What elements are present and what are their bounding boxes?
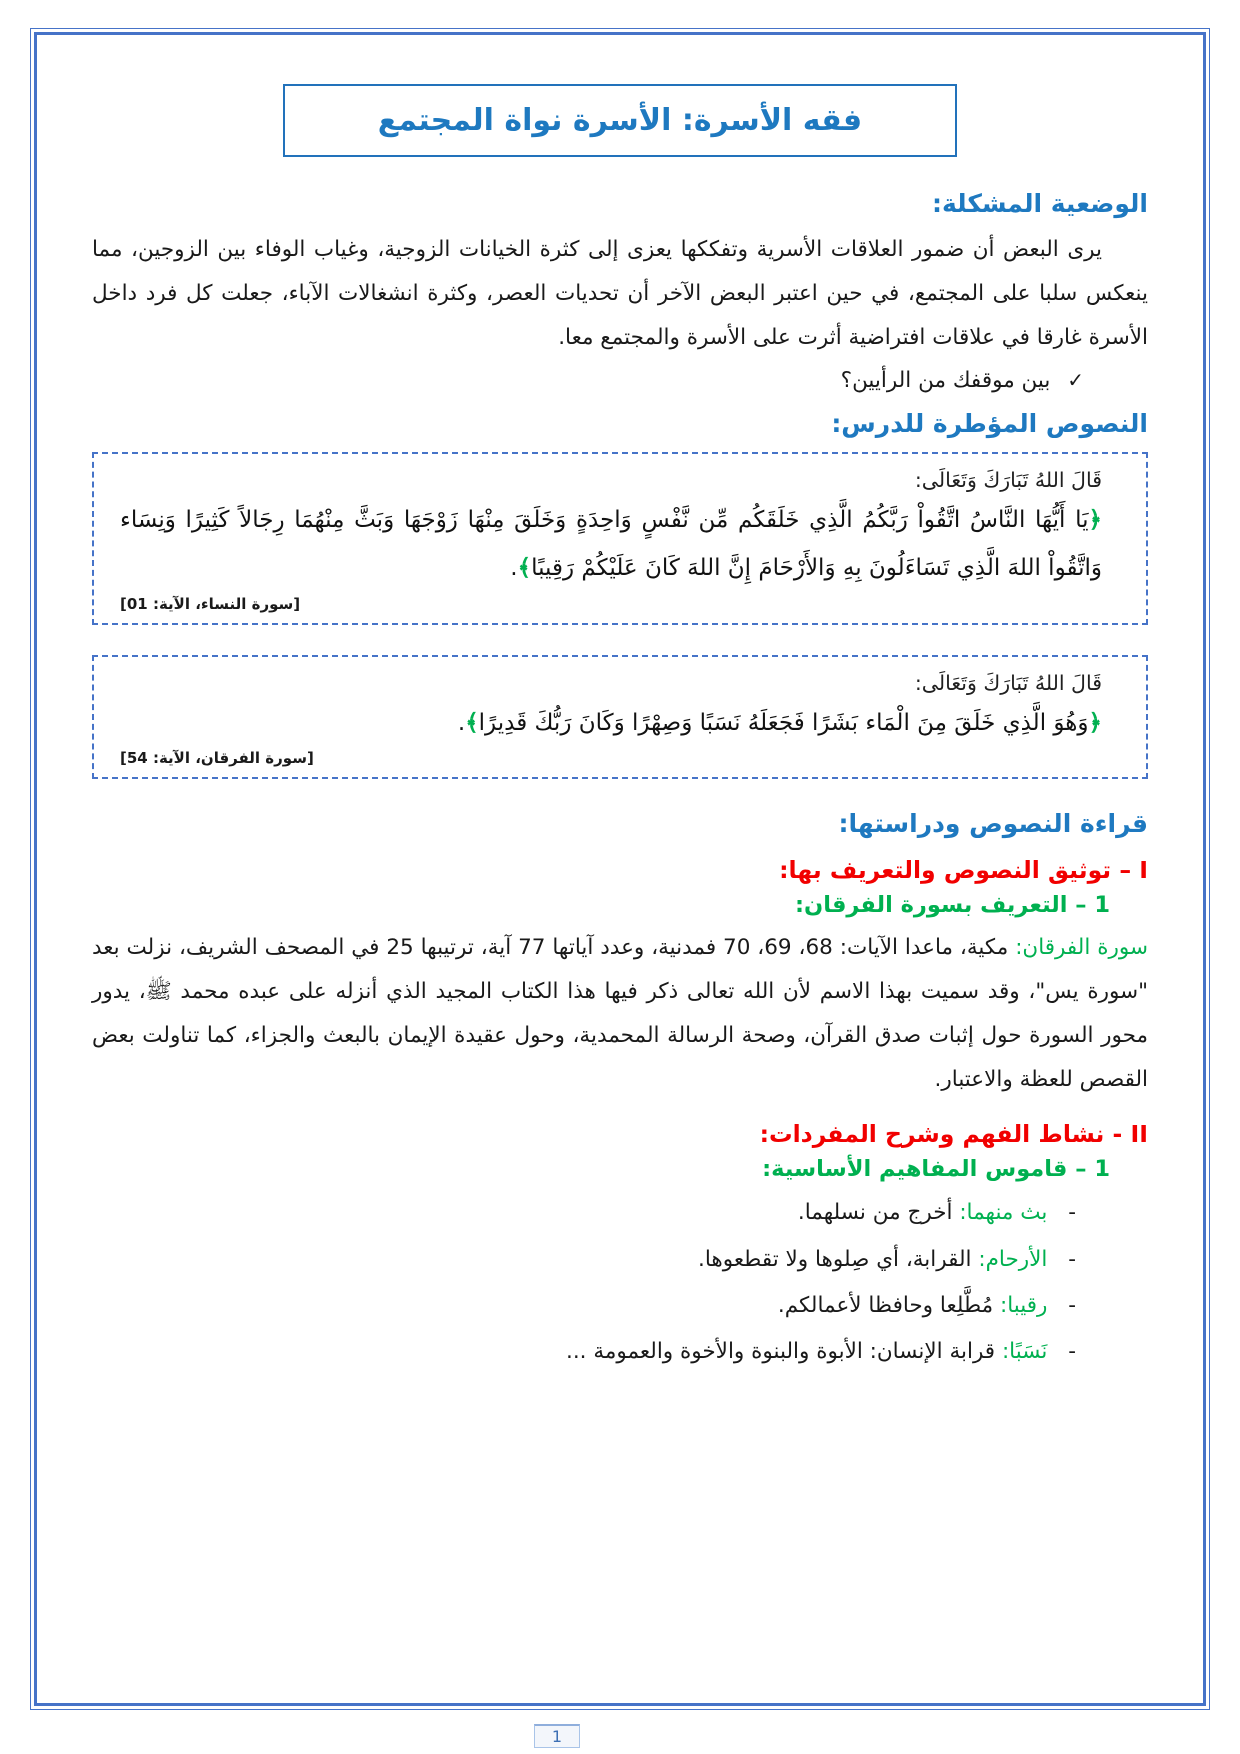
glossary-item: [92, 1190, 1076, 1236]
heading-framing-texts: النصوص المؤطرة للدرس:: [831, 409, 1148, 439]
page-content: [44, 42, 1196, 1694]
task-text: بين موقفك من الرأيين؟: [840, 368, 1051, 394]
heading-documentation: I – توثيق النصوص والتعريف بها:: [779, 856, 1148, 885]
glossary-term: بث منهما:: [959, 1200, 1048, 1226]
checkmark-icon: ✓: [1067, 368, 1084, 393]
verse-bracket-open-icon: ﴿: [1088, 507, 1102, 534]
surah-description: مكية، ماعدا الآيات: 68، 69، 70 فمدنية، وعدد آياتها 77 آية، ترتيبها 25 في المصحف الشريف، نزلت بعد "سورة يس"، وقد سميت بهذا الاسم لأن الله تعالى ذكر فيها هذا الكتاب المجيد الذي أنزله على عبده محمد ﷺ، يدور محور السورة حول إثبات صدق القرآن، وصحة الرسالة المحمدية، وحول عقيدة الإيمان بالبعث والجزاء، كما تناولت بعض القصص للعظة والاعتبار.: [92, 935, 1148, 1093]
dash-icon: -: [1068, 1200, 1076, 1226]
glossary-list: [92, 1190, 1076, 1375]
verse-bracket-close-icon: ﴾: [517, 555, 532, 582]
verse-source-furqan: [سورة الفرقان، الآية: 54]: [120, 749, 314, 768]
glossary-term: الأرحام:: [978, 1246, 1048, 1272]
glossary-term: رقيبا:: [999, 1292, 1048, 1318]
lesson-title: فقه الأسرة: الأسرة نواة المجتمع: [377, 103, 863, 138]
verse-nisa: [120, 496, 1102, 593]
verse-bracket-close-icon: ﴾: [465, 709, 479, 736]
verse-period: .: [510, 555, 518, 582]
heading-surah-definition: 1 – التعريف بسورة الفرقان:: [795, 892, 1110, 919]
verse-text: وَهُوَ الَّذِي خَلَقَ مِنَ الْمَاء بَشَرًا فَجَعَلَهُ نَسَبًا وَصِهْرًا وَكَانَ رَبُّكَ قَدِيرًا: [478, 709, 1089, 736]
quote-intro: قَالَ اللهُ تَبَارَكَ وَتَعَالَى:: [914, 468, 1102, 493]
glossary-item: [92, 1283, 1076, 1329]
quran-quote-box-furqan: [92, 655, 1148, 779]
quran-quote-box-nisa: [92, 452, 1148, 625]
surah-term: سورة الفرقان:: [1015, 935, 1148, 961]
dash-icon: -: [1068, 1292, 1076, 1318]
glossary-definition: مُطَّلِعا وحافظا لأعمالكم.: [777, 1292, 994, 1318]
heading-problem-situation: الوضعية المشكلة:: [931, 189, 1148, 218]
problem-paragraph: يرى البعض أن ضمور العلاقات الأسرية وتفككها يعزى إلى كثرة الخيانات الزوجية، وغياب الوفاء بين الزوجين، مما ينعكس سلبا على المجتمع، في حين اعتبر البعض الآخر أن تحديات العصر، وكثرة انشغالات الآباء، جعلت كل فرد داخل الأسرة غارقا في علاقات افتراضية أثرت على الأسرة والمجتمع معا.: [92, 237, 1148, 351]
task-line: [92, 368, 1084, 393]
verse-period: .: [457, 709, 466, 736]
glossary-term: نَسَبًا:: [1001, 1338, 1048, 1364]
dash-icon: -: [1068, 1246, 1076, 1272]
heading-comprehension-activity: II - نشاط الفهم وشرح المفردات:: [759, 1120, 1148, 1149]
quote-intro: قَالَ اللهُ تَبَارَكَ وَتَعَالَى:: [914, 670, 1102, 695]
page-number-field: [534, 1724, 580, 1748]
page-number: 1: [551, 1727, 563, 1746]
glossary-item: [92, 1237, 1076, 1283]
heading-reading-texts: قراءة النصوص ودراستها:: [838, 809, 1148, 839]
verse-furqan: [120, 699, 1102, 747]
glossary-definition: أخرج من نسلهما.: [797, 1200, 953, 1226]
verse-text: يَا أَيُّهَا النَّاسُ اتَّقُواْ رَبَّكُمُ الَّذِي خَلَقَكُم مِّن نَّفْسٍ وَاحِدَةٍ وَخَلَقَ مِنْهَا زَوْجَهَا وَبَثَّ مِنْهُمَا رِجَالاً كَثِيرًا وَنِسَاء وَاتَّقُواْ اللهَ الَّذِي تَسَاءَلُونَ بِهِ وَالأَرْحَامَ إِنَّ اللهَ كَانَ عَلَيْكُمْ رَقِيبًا: [120, 507, 1102, 582]
verse-source-nisa: [سورة النساء، الآية: 01]: [120, 594, 301, 613]
verse-bracket-open-icon: ﴿: [1088, 709, 1102, 736]
lesson-title-box: [283, 84, 957, 157]
heading-glossary: 1 – قاموس المفاهيم الأساسية:: [762, 1156, 1110, 1183]
page-footer: [0, 1724, 1240, 1748]
dash-icon: -: [1068, 1338, 1076, 1364]
glossary-definition: القرابة، أي صِلوها ولا تقطعوها.: [697, 1246, 972, 1272]
surah-paragraph: [92, 926, 1148, 1102]
glossary-item: [92, 1329, 1076, 1375]
glossary-definition: قرابة الإنسان: الأبوة والبنوة والأخوة والعمومة ...: [565, 1338, 996, 1364]
